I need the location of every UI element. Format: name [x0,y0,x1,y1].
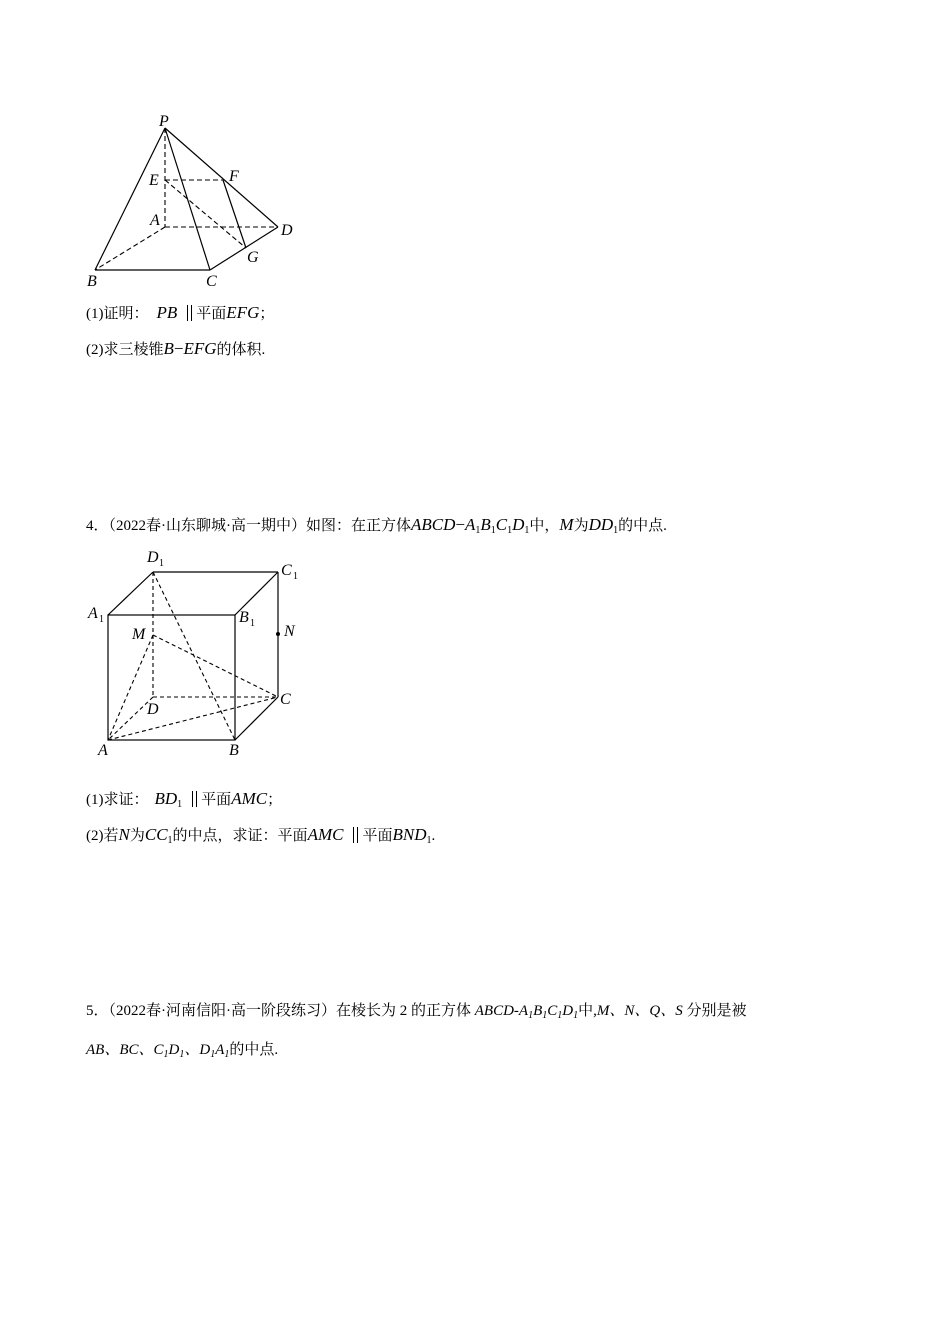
q4-statement: 4．（2022春·山东聊城·高一期中）如图：在正方体$ABCD-A_1B_1C_1D_1$中，M为$DD_1$的中点. [86,515,667,536]
label-B1: B [239,609,249,626]
label-A: A [98,742,108,759]
pyramid-figure [80,108,320,293]
svg-text:1: 1 [159,558,164,569]
svg-text:1: 1 [99,614,104,625]
label-B: B [87,273,97,290]
svg-text:1: 1 [250,618,255,629]
label-B: B [229,742,239,759]
label-D: D [281,222,293,239]
q4-part2: (2)若N为$CC_1$的中点，求证：平面AMC 平面$BND_1$. [86,825,436,846]
label-F: F [229,168,239,185]
parallel-symbol [187,305,192,321]
q4-part1: (1)求证： $BD_1$ 平面AMC； [86,789,283,810]
label-N: N [284,623,295,640]
parallel-symbol [192,791,197,807]
cube-figure [84,542,314,762]
svg-text:1: 1 [293,571,298,582]
point-N [276,632,280,636]
q5-line2: AB、BC、$C_1D_1$、$D_1A_1$的中点. [86,1042,279,1060]
label-C: C [206,273,217,290]
label-P: P [159,113,169,130]
label-C1: C [281,562,292,579]
q3-part1: (1)证明： PB 平面EFG； [86,303,275,322]
q5-line1: 5．（2022春·河南信阳·高一阶段练习）在棱长为 2 的正方体 ABCD-$A_1B_1C_1D_1$中,M、N、Q、S 分别是被 [86,1003,747,1021]
label-A1: A [88,605,98,622]
label-D1: D [147,549,159,566]
parallel-symbol [353,827,358,843]
label-E: E [149,172,159,189]
label-C: C [280,691,291,708]
q3-part2: (2)求三棱锥B−EFG的体积. [86,339,266,358]
label-M: M [132,626,146,643]
label-D: D [147,701,159,718]
label-G: G [247,249,259,266]
label-A: A [150,212,160,229]
